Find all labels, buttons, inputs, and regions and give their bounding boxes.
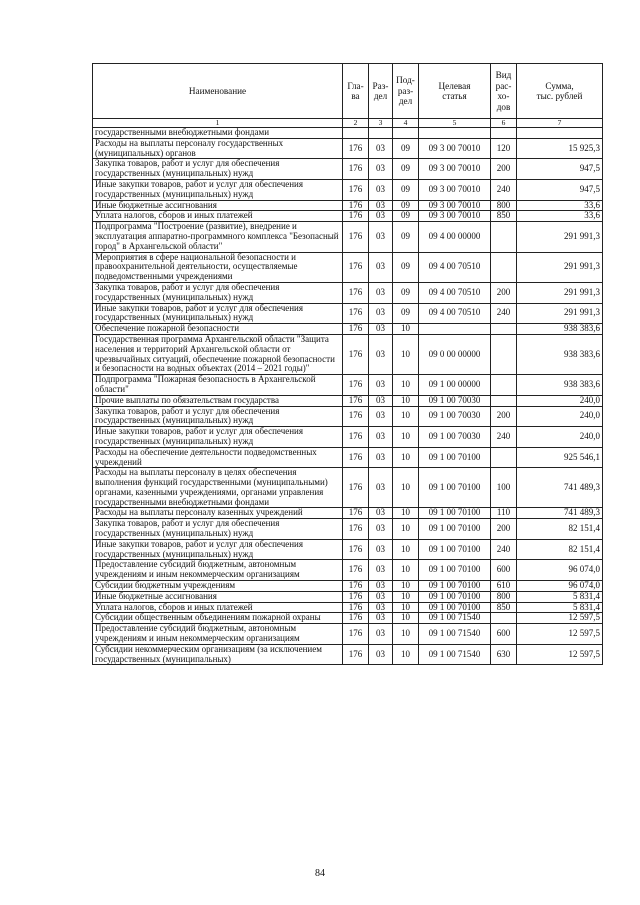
table-row xyxy=(93,138,603,159)
table-row xyxy=(93,252,603,282)
section-cell: 03 xyxy=(369,468,393,508)
name-cell: Подпрограмма "Построение (развитие), внедрение и эксплуатация аппаратно-программного комплекса "Безопасный город" в Архангельской области" xyxy=(93,222,343,252)
chapter-cell: 176 xyxy=(343,179,369,200)
target-article-cell: 09 1 00 70100 xyxy=(419,560,491,581)
budget-table xyxy=(92,63,603,665)
section-cell: 03 xyxy=(369,395,393,406)
column-number: 1 xyxy=(93,119,343,128)
column-header: Под- раз- дел xyxy=(393,64,419,119)
target-article-cell: 09 1 00 71540 xyxy=(419,613,491,624)
chapter-cell: 176 xyxy=(343,644,369,665)
subsection-cell: 10 xyxy=(393,581,419,592)
section-cell: 03 xyxy=(369,179,393,200)
table-row xyxy=(93,375,603,396)
column-number: 3 xyxy=(369,119,393,128)
column-number: 2 xyxy=(343,119,369,128)
table-row xyxy=(93,222,603,252)
target-article-cell: 09 4 00 70510 xyxy=(419,252,491,282)
subsection-cell: 09 xyxy=(393,303,419,324)
amount-cell: 5 831,4 xyxy=(517,591,603,602)
amount-cell: 938 383,6 xyxy=(517,375,603,396)
expense-type-cell: 240 xyxy=(491,427,517,448)
chapter-cell: 176 xyxy=(343,395,369,406)
expense-type-cell xyxy=(491,128,517,139)
section-cell: 03 xyxy=(369,539,393,560)
target-article-cell: 09 3 00 70010 xyxy=(419,179,491,200)
amount-cell: 741 489,3 xyxy=(517,508,603,519)
expense-type-cell: 850 xyxy=(491,211,517,222)
target-article-cell: 09 1 00 70030 xyxy=(419,427,491,448)
target-article-cell: 09 1 00 70100 xyxy=(419,508,491,519)
target-article-cell: 09 1 00 70100 xyxy=(419,602,491,613)
target-article-cell: 09 4 00 70510 xyxy=(419,282,491,303)
subsection-cell: 09 xyxy=(393,159,419,180)
subsection-cell: 09 xyxy=(393,138,419,159)
subsection-cell: 10 xyxy=(393,539,419,560)
subsection-cell: 10 xyxy=(393,375,419,396)
expense-type-cell: 800 xyxy=(491,200,517,211)
subsection-cell: 10 xyxy=(393,334,419,374)
section-cell: 03 xyxy=(369,613,393,624)
amount-cell: 291 991,3 xyxy=(517,252,603,282)
target-article-cell: 09 3 00 70010 xyxy=(419,211,491,222)
column-number-row xyxy=(93,119,603,128)
expense-type-cell: 610 xyxy=(491,581,517,592)
target-article-cell: 09 3 00 70010 xyxy=(419,138,491,159)
amount-cell: 12 597,5 xyxy=(517,624,603,645)
subsection-cell: 10 xyxy=(393,395,419,406)
target-article-cell: 09 1 00 70100 xyxy=(419,591,491,602)
expense-type-cell xyxy=(491,613,517,624)
name-cell: Предоставление субсидий бюджетным, автономным учреждениям и иным некоммерческим организациям xyxy=(93,624,343,645)
amount-cell: 82 151,4 xyxy=(517,539,603,560)
section-cell: 03 xyxy=(369,591,393,602)
subsection-cell: 10 xyxy=(393,644,419,665)
table-body xyxy=(93,128,603,665)
chapter-cell: 176 xyxy=(343,282,369,303)
amount-cell: 96 074,0 xyxy=(517,560,603,581)
subsection-cell: 10 xyxy=(393,447,419,468)
section-cell: 03 xyxy=(369,303,393,324)
chapter-cell: 176 xyxy=(343,303,369,324)
table-row xyxy=(93,128,603,139)
section-cell: 03 xyxy=(369,138,393,159)
column-number: 5 xyxy=(419,119,491,128)
section-cell: 03 xyxy=(369,375,393,396)
amount-cell: 240,0 xyxy=(517,427,603,448)
table-row xyxy=(93,324,603,335)
column-header: Гла- ва xyxy=(343,64,369,119)
name-cell: Субсидии некоммерческим организациям (за исключением государственных (муниципальных) xyxy=(93,644,343,665)
subsection-cell: 09 xyxy=(393,252,419,282)
subsection-cell: 10 xyxy=(393,560,419,581)
name-cell: Мероприятия в сфере национальной безопасности и правоохранительной деятельности, осуществляемые подведомственными учреждениями xyxy=(93,252,343,282)
name-cell: Расходы на выплаты персоналу в целях обеспечения выполнения функций государственными (муниципальными) органами, казенными учреждениями, органами управления государственными внебюджетными фондами xyxy=(93,468,343,508)
amount-cell: 33,6 xyxy=(517,200,603,211)
table-row xyxy=(93,303,603,324)
column-number: 6 xyxy=(491,119,517,128)
name-cell: Иные бюджетные ассигнования xyxy=(93,200,343,211)
section-cell: 03 xyxy=(369,211,393,222)
name-cell: Расходы на выплаты персоналу государственных (муниципальных) органов xyxy=(93,138,343,159)
section-cell: 03 xyxy=(369,222,393,252)
chapter-cell: 176 xyxy=(343,406,369,427)
subsection-cell: 09 xyxy=(393,200,419,211)
subsection-cell: 10 xyxy=(393,427,419,448)
subsection-cell: 09 xyxy=(393,222,419,252)
expense-type-cell: 850 xyxy=(491,602,517,613)
target-article-cell xyxy=(419,324,491,335)
table-row xyxy=(93,539,603,560)
target-article-cell: 09 1 00 70030 xyxy=(419,406,491,427)
subsection-cell: 10 xyxy=(393,602,419,613)
chapter-cell: 176 xyxy=(343,375,369,396)
section-cell: 03 xyxy=(369,624,393,645)
subsection-cell: 09 xyxy=(393,282,419,303)
subsection-cell: 10 xyxy=(393,406,419,427)
expense-type-cell xyxy=(491,222,517,252)
chapter-cell: 176 xyxy=(343,200,369,211)
table-row xyxy=(93,211,603,222)
target-article-cell: 09 1 00 70100 xyxy=(419,468,491,508)
section-cell: 03 xyxy=(369,324,393,335)
target-article-cell: 09 1 00 00000 xyxy=(419,375,491,396)
section-cell: 03 xyxy=(369,447,393,468)
amount-cell: 938 383,6 xyxy=(517,334,603,374)
expense-type-cell: 240 xyxy=(491,179,517,200)
name-cell: Иные бюджетные ассигнования xyxy=(93,591,343,602)
amount-cell: 240,0 xyxy=(517,395,603,406)
target-article-cell: 09 0 00 00000 xyxy=(419,334,491,374)
section-cell: 03 xyxy=(369,581,393,592)
table-row xyxy=(93,159,603,180)
amount-cell: 938 383,6 xyxy=(517,324,603,335)
target-article-cell: 09 1 00 70100 xyxy=(419,519,491,540)
target-article-cell: 09 3 00 70010 xyxy=(419,159,491,180)
table-row xyxy=(93,624,603,645)
table-row xyxy=(93,613,603,624)
amount-cell: 240,0 xyxy=(517,406,603,427)
name-cell: Расходы на выплаты персоналу казенных учреждений xyxy=(93,508,343,519)
expense-type-cell xyxy=(491,395,517,406)
target-article-cell: 09 1 00 70030 xyxy=(419,395,491,406)
section-cell: 03 xyxy=(369,644,393,665)
expense-type-cell: 600 xyxy=(491,624,517,645)
section-cell: 03 xyxy=(369,602,393,613)
amount-cell: 291 991,3 xyxy=(517,222,603,252)
subsection-cell: 10 xyxy=(393,624,419,645)
chapter-cell: 176 xyxy=(343,624,369,645)
section-cell: 03 xyxy=(369,159,393,180)
table-row xyxy=(93,581,603,592)
name-cell: Закупка товаров, работ и услуг для обеспечения государственных (муниципальных) нужд xyxy=(93,282,343,303)
target-article-cell: 09 4 00 70510 xyxy=(419,303,491,324)
table-row xyxy=(93,560,603,581)
page-number: 84 xyxy=(315,868,325,879)
subsection-cell: 10 xyxy=(393,324,419,335)
expense-type-cell: 240 xyxy=(491,539,517,560)
table-row xyxy=(93,447,603,468)
expense-type-cell: 110 xyxy=(491,508,517,519)
amount-cell xyxy=(517,128,603,139)
amount-cell: 12 597,5 xyxy=(517,613,603,624)
name-cell: Иные закупки товаров, работ и услуг для обеспечения государственных (муниципальных) нужд xyxy=(93,427,343,448)
expense-type-cell: 100 xyxy=(491,468,517,508)
chapter-cell: 176 xyxy=(343,519,369,540)
expense-type-cell: 200 xyxy=(491,519,517,540)
chapter-cell: 176 xyxy=(343,539,369,560)
amount-cell: 82 151,4 xyxy=(517,519,603,540)
expense-type-cell: 600 xyxy=(491,560,517,581)
expense-type-cell xyxy=(491,324,517,335)
name-cell: Закупка товаров, работ и услуг для обеспечения государственных (муниципальных) нужд xyxy=(93,406,343,427)
chapter-cell: 176 xyxy=(343,211,369,222)
amount-cell: 291 991,3 xyxy=(517,282,603,303)
table-row xyxy=(93,334,603,374)
expense-type-cell: 800 xyxy=(491,591,517,602)
subsection-cell: 09 xyxy=(393,179,419,200)
chapter-cell: 176 xyxy=(343,252,369,282)
name-cell: Иные закупки товаров, работ и услуг для обеспечения государственных (муниципальных) нужд xyxy=(93,303,343,324)
chapter-cell: 176 xyxy=(343,560,369,581)
amount-cell: 291 991,3 xyxy=(517,303,603,324)
expense-type-cell xyxy=(491,334,517,374)
subsection-cell: 10 xyxy=(393,591,419,602)
target-article-cell: 09 4 00 00000 xyxy=(419,222,491,252)
table-row xyxy=(93,427,603,448)
chapter-cell: 176 xyxy=(343,138,369,159)
expense-type-cell: 240 xyxy=(491,303,517,324)
name-cell: Прочие выплаты по обязательствам государства xyxy=(93,395,343,406)
chapter-cell xyxy=(343,128,369,139)
chapter-cell: 176 xyxy=(343,581,369,592)
name-cell: Уплата налогов, сборов и иных платежей xyxy=(93,211,343,222)
table-row xyxy=(93,519,603,540)
amount-cell: 947,5 xyxy=(517,159,603,180)
table-row xyxy=(93,282,603,303)
name-cell: Закупка товаров, работ и услуг для обеспечения государственных (муниципальных) нужд xyxy=(93,159,343,180)
subsection-cell xyxy=(393,128,419,139)
chapter-cell: 176 xyxy=(343,222,369,252)
section-cell: 03 xyxy=(369,200,393,211)
subsection-cell: 09 xyxy=(393,211,419,222)
amount-cell: 5 831,4 xyxy=(517,602,603,613)
chapter-cell: 176 xyxy=(343,427,369,448)
subsection-cell: 10 xyxy=(393,519,419,540)
table-row xyxy=(93,602,603,613)
column-header: Наименование xyxy=(93,64,343,119)
column-number: 7 xyxy=(517,119,603,128)
chapter-cell: 176 xyxy=(343,468,369,508)
section-cell: 03 xyxy=(369,252,393,282)
name-cell: Иные закупки товаров, работ и услуг для обеспечения государственных (муниципальных) нужд xyxy=(93,179,343,200)
name-cell: Субсидии бюджетным учреждениям xyxy=(93,581,343,592)
expense-type-cell: 200 xyxy=(491,282,517,303)
subsection-cell: 10 xyxy=(393,508,419,519)
name-cell: государственными внебюджетными фондами xyxy=(93,128,343,139)
name-cell: Предоставление субсидий бюджетным, автономным учреждениям и иным некоммерческим организациям xyxy=(93,560,343,581)
name-cell: Закупка товаров, работ и услуг для обеспечения государственных (муниципальных) нужд xyxy=(93,519,343,540)
section-cell: 03 xyxy=(369,334,393,374)
column-number: 4 xyxy=(393,119,419,128)
expense-type-cell xyxy=(491,447,517,468)
chapter-cell: 176 xyxy=(343,613,369,624)
expense-type-cell xyxy=(491,375,517,396)
section-cell: 03 xyxy=(369,508,393,519)
name-cell: Иные закупки товаров, работ и услуг для обеспечения государственных (муниципальных) нужд xyxy=(93,539,343,560)
chapter-cell: 176 xyxy=(343,591,369,602)
section-cell: 03 xyxy=(369,560,393,581)
table-row xyxy=(93,508,603,519)
expense-type-cell: 630 xyxy=(491,644,517,665)
name-cell: Подпрограмма "Пожарная безопасность в Архангельской области" xyxy=(93,375,343,396)
chapter-cell: 176 xyxy=(343,334,369,374)
column-header: Сумма, тыс. рублей xyxy=(517,64,603,119)
subsection-cell: 10 xyxy=(393,613,419,624)
amount-cell: 96 074,0 xyxy=(517,581,603,592)
expense-type-cell: 120 xyxy=(491,138,517,159)
chapter-cell: 176 xyxy=(343,508,369,519)
target-article-cell: 09 1 00 70100 xyxy=(419,581,491,592)
subsection-cell: 10 xyxy=(393,468,419,508)
column-header: Вид рас- хо- дов xyxy=(491,64,517,119)
chapter-cell: 176 xyxy=(343,602,369,613)
name-cell: Обеспечение пожарной безопасности xyxy=(93,324,343,335)
target-article-cell xyxy=(419,128,491,139)
table-row xyxy=(93,406,603,427)
target-article-cell: 09 3 00 70010 xyxy=(419,200,491,211)
expense-type-cell xyxy=(491,252,517,282)
amount-cell: 741 489,3 xyxy=(517,468,603,508)
section-cell: 03 xyxy=(369,519,393,540)
table-row xyxy=(93,200,603,211)
section-cell: 03 xyxy=(369,406,393,427)
expense-type-cell: 200 xyxy=(491,406,517,427)
chapter-cell: 176 xyxy=(343,159,369,180)
amount-cell: 12 597,5 xyxy=(517,644,603,665)
name-cell: Субсидии общественным объединениям пожарной охраны xyxy=(93,613,343,624)
target-article-cell: 09 1 00 70100 xyxy=(419,539,491,560)
table-row xyxy=(93,591,603,602)
table-row xyxy=(93,395,603,406)
amount-cell: 33,6 xyxy=(517,211,603,222)
target-article-cell: 09 1 00 71540 xyxy=(419,644,491,665)
column-header: Раз- дел xyxy=(369,64,393,119)
table-row xyxy=(93,644,603,665)
chapter-cell: 176 xyxy=(343,447,369,468)
amount-cell: 15 925,3 xyxy=(517,138,603,159)
section-cell xyxy=(369,128,393,139)
target-article-cell: 09 1 00 70100 xyxy=(419,447,491,468)
expense-type-cell: 200 xyxy=(491,159,517,180)
amount-cell: 925 546,1 xyxy=(517,447,603,468)
table-row xyxy=(93,179,603,200)
name-cell: Уплата налогов, сборов и иных платежей xyxy=(93,602,343,613)
name-cell: Государственная программа Архангельской области "Защита населения и территорий Архангельской области от чрезвычайных ситуаций, обеспечение пожарной безопасности и безопасности на водных объектах (2014 – 2021 годы)" xyxy=(93,334,343,374)
chapter-cell: 176 xyxy=(343,324,369,335)
target-article-cell: 09 1 00 71540 xyxy=(419,624,491,645)
amount-cell: 947,5 xyxy=(517,179,603,200)
name-cell: Расходы на обеспечение деятельности подведомственных учреждений xyxy=(93,447,343,468)
column-header: Целевая статья xyxy=(419,64,491,119)
table-row xyxy=(93,468,603,508)
section-cell: 03 xyxy=(369,282,393,303)
section-cell: 03 xyxy=(369,427,393,448)
header-row xyxy=(93,64,603,119)
